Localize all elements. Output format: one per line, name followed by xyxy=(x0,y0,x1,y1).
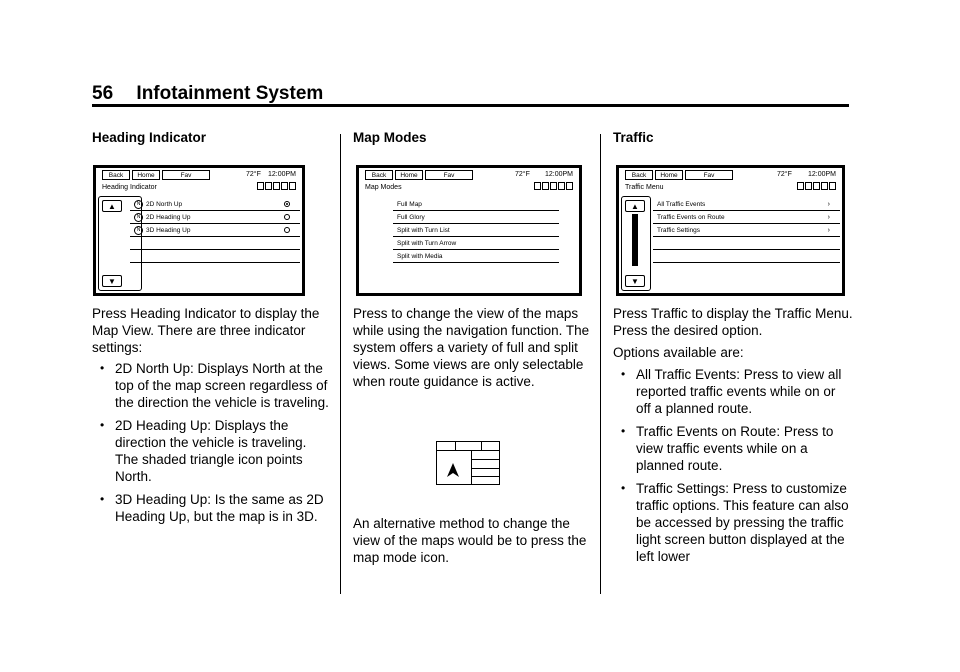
page-header xyxy=(92,83,323,105)
map-modes-heading: Map Modes xyxy=(353,130,427,145)
heading-indicator-screen xyxy=(93,165,305,296)
column-divider xyxy=(340,134,341,594)
heading-indicator-bullets xyxy=(92,360,332,525)
map-mode-list xyxy=(393,198,559,276)
map-modes-alternative: An alternative method to change the view of the maps would be to press the map mode icon. xyxy=(353,516,587,565)
temperature: 72°F xyxy=(515,171,530,178)
north-up-icon: N xyxy=(134,200,143,209)
list-item[interactable]: Split with Turn Arrow xyxy=(393,237,559,250)
map-mode-icon xyxy=(436,441,500,485)
list-item xyxy=(393,263,559,276)
radio-icon xyxy=(284,227,290,233)
traffic-intro: Press Traffic to display the Traffic Menu. Press the desired option. xyxy=(613,306,853,338)
back-tab[interactable]: Back xyxy=(365,170,393,180)
heading-indicator-intro: Press Heading Indicator to display the Map View. There are three indicator settings: xyxy=(92,306,320,355)
status-icons xyxy=(534,182,573,190)
scroll-up-arrow-icon[interactable]: ▲ xyxy=(625,200,645,212)
bullet-item: • Traffic Events on Route: Press to view traffic events while on a planned route. xyxy=(613,423,853,474)
list-item xyxy=(130,237,300,250)
list-item xyxy=(130,263,300,276)
list-item[interactable]: Full Map xyxy=(393,198,559,211)
navigation-arrow-icon xyxy=(445,462,461,478)
bullet-item: • 2D North Up: Displays North at the top of the map screen regardless of the direction the vehicle is traveling. xyxy=(92,360,332,411)
heading-indicator-heading: Heading Indicator xyxy=(92,130,207,145)
traffic-menu-list xyxy=(653,198,840,276)
bullet-item: • Traffic Settings: Press to customize traffic options. This feature can also be accessed by pressing the traffic light screen button displayed at the left lower xyxy=(613,480,853,565)
list-item[interactable]: Traffic Events on Route › xyxy=(653,211,840,224)
list-item xyxy=(653,263,840,276)
column-heading-indicator xyxy=(92,130,330,145)
screen-title: Heading Indicator xyxy=(102,184,157,191)
home-tab[interactable]: Home xyxy=(655,170,683,180)
status-icons xyxy=(257,182,296,190)
page-number: 56 xyxy=(92,83,114,104)
chevron-right-icon: › xyxy=(827,201,830,208)
traffic-bullets xyxy=(613,366,853,565)
list-item[interactable]: N 3D Heading Up xyxy=(130,224,300,237)
list-item[interactable]: N 2D North Up xyxy=(130,198,300,211)
list-item[interactable]: All Traffic Events › xyxy=(653,198,840,211)
list-item[interactable]: Split with Turn List xyxy=(393,224,559,237)
screen-title: Map Modes xyxy=(365,184,402,191)
list-item xyxy=(653,237,840,250)
home-tab[interactable]: Home xyxy=(132,170,160,180)
header-rule xyxy=(92,104,849,107)
map-modes-paragraph: Press to change the view of the maps while using the navigation function. The system offers a variety of full and split views. Some views are only selectable when route guidance is active. xyxy=(353,306,590,389)
home-tab[interactable]: Home xyxy=(395,170,423,180)
scroll-down-arrow-icon[interactable]: ▼ xyxy=(625,275,645,287)
bullet-item: • 2D Heading Up: Displays the direction the vehicle is traveling. The shaded triangle icon points North. xyxy=(92,417,332,485)
chevron-right-icon: › xyxy=(827,214,830,221)
column-map-modes xyxy=(353,130,591,145)
section-title: Infotainment System xyxy=(136,83,324,104)
heading-up-icon: N xyxy=(134,213,143,222)
radio-icon xyxy=(284,214,290,220)
fav-tab[interactable]: Fav xyxy=(425,170,473,180)
status-icons xyxy=(797,182,836,190)
bullet-item: • 3D Heading Up: Is the same as 2D Heading Up, but the map is in 3D. xyxy=(92,491,332,525)
list-item[interactable]: Traffic Settings › xyxy=(653,224,840,237)
fav-tab[interactable]: Fav xyxy=(685,170,733,180)
clock: 12:00PM xyxy=(267,171,296,178)
list-item xyxy=(130,250,300,263)
traffic-options-label: Options available are: xyxy=(613,345,744,360)
column-traffic xyxy=(613,130,851,145)
column-divider xyxy=(600,134,601,594)
back-tab[interactable]: Back xyxy=(102,170,130,180)
traffic-heading: Traffic xyxy=(613,130,654,145)
screen-title: Traffic Menu xyxy=(625,184,664,191)
chevron-right-icon: › xyxy=(827,227,830,234)
clock: 12:00PM xyxy=(544,171,573,178)
temperature: 72°F xyxy=(246,171,261,178)
traffic-screen xyxy=(616,165,845,296)
map-modes-screen xyxy=(356,165,582,296)
scroll-up-arrow-icon[interactable]: ▲ xyxy=(102,200,122,212)
back-tab[interactable]: Back xyxy=(625,170,653,180)
scroll-down-arrow-icon[interactable]: ▼ xyxy=(102,275,122,287)
list-item[interactable]: Split with Media xyxy=(393,250,559,263)
list-item[interactable]: Full Glory xyxy=(393,211,559,224)
heading-option-list xyxy=(130,198,300,276)
radio-selected-icon xyxy=(284,201,290,207)
bullet-item: • All Traffic Events: Press to view all reported traffic events while on or off a planned route. xyxy=(613,366,853,417)
list-item xyxy=(653,250,840,263)
scrollbar[interactable] xyxy=(632,214,638,266)
clock: 12:00PM xyxy=(807,171,836,178)
list-item[interactable]: N 2D Heading Up xyxy=(130,211,300,224)
3d-heading-icon: N xyxy=(134,226,143,235)
temperature: 72°F xyxy=(777,171,792,178)
fav-tab[interactable]: Fav xyxy=(162,170,210,180)
